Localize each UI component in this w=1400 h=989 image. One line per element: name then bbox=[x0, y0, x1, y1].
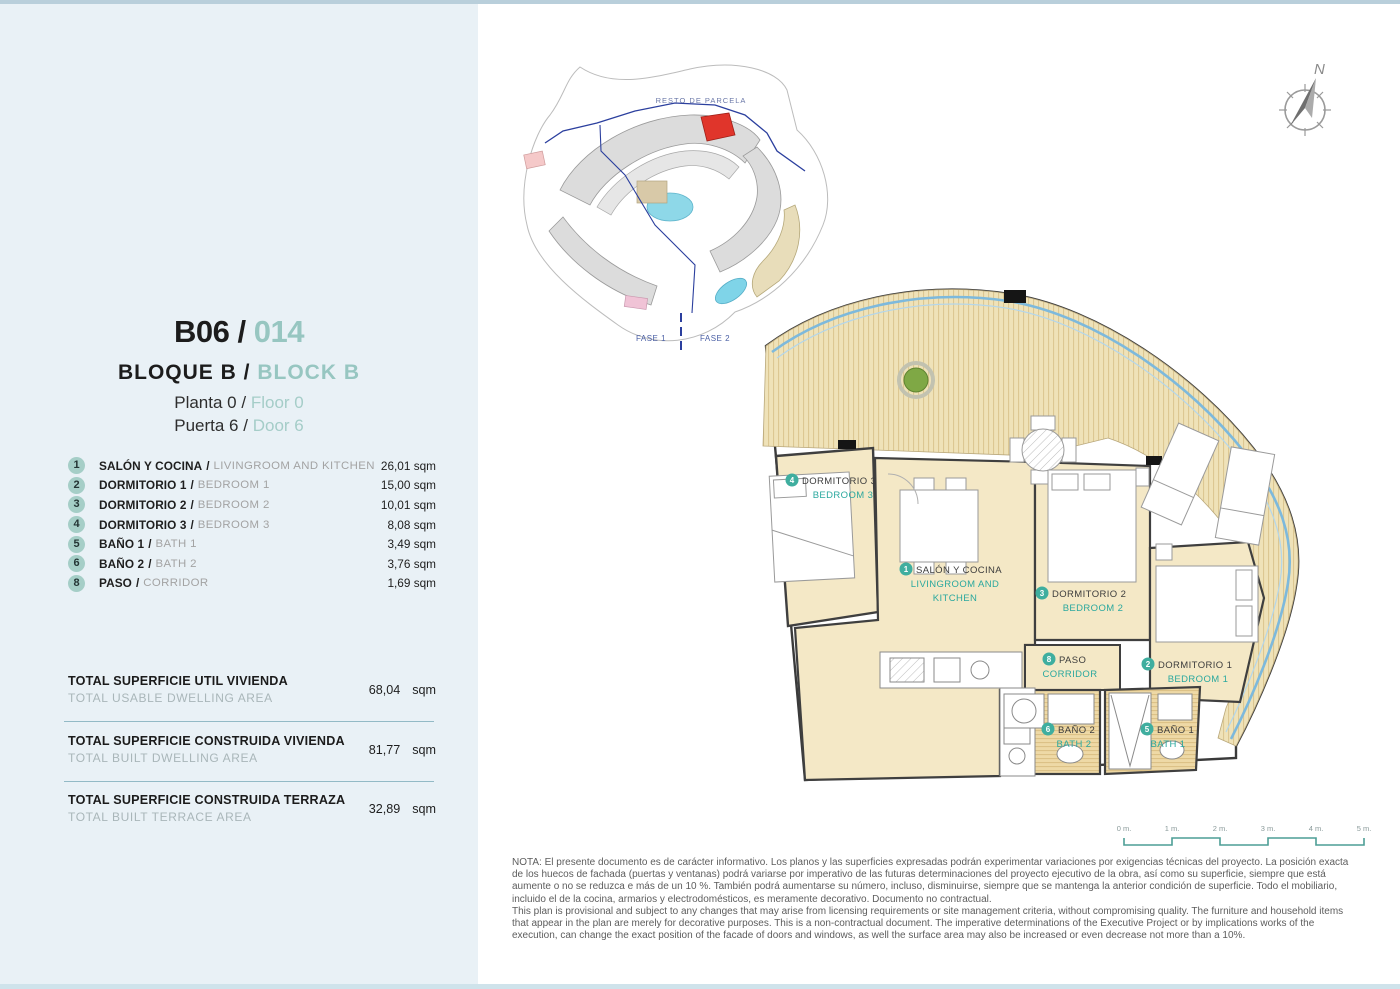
room-name-en: BEDROOM 3 bbox=[197, 518, 270, 531]
room-row-bedroom3 bbox=[68, 515, 436, 535]
svg-text:PASO: PASO bbox=[1059, 655, 1087, 666]
room-area-unit: sqm bbox=[413, 537, 436, 552]
total-label-en: TOTAL BUILT TERRACE AREA bbox=[68, 810, 252, 824]
room-area-value bbox=[387, 576, 436, 590]
compass-ticks bbox=[1279, 84, 1331, 136]
resto-de-parcela-label: RESTO DE PARCELA bbox=[655, 96, 747, 105]
total-number: 68,04 bbox=[368, 683, 401, 697]
fase2-label: FASE 2 bbox=[699, 334, 731, 343]
room-area-list bbox=[68, 456, 436, 593]
room-number-badge: 5 bbox=[68, 536, 85, 553]
room-number-badge: 8 bbox=[68, 575, 85, 592]
room-name-es: DORMITORIO 1 bbox=[99, 478, 187, 493]
svg-text:CORRIDOR: CORRIDOR bbox=[1042, 669, 1098, 680]
svg-text:8: 8 bbox=[1046, 655, 1052, 664]
floor-en: Floor 0 bbox=[250, 393, 304, 412]
floor-es: Planta 0 bbox=[174, 393, 237, 412]
bed-bedroom3 bbox=[769, 472, 854, 582]
scale-label-0m: 0 m. bbox=[1116, 824, 1132, 833]
room-area-number: 3,76 bbox=[387, 556, 411, 571]
room-area-value bbox=[381, 478, 436, 492]
room-number-badge: 6 bbox=[68, 555, 85, 572]
door-separator: / bbox=[243, 416, 248, 435]
unit-title bbox=[0, 314, 478, 350]
divider bbox=[64, 721, 434, 722]
scale-label-2m: 2 m. bbox=[1212, 824, 1228, 833]
room-area-number: 1,69 bbox=[387, 576, 411, 591]
room-separator: / bbox=[190, 497, 194, 512]
total-value bbox=[369, 802, 436, 816]
svg-text:3: 3 bbox=[1039, 589, 1045, 598]
svg-text:5: 5 bbox=[1144, 725, 1150, 734]
svg-text:SALÓN Y COCINA: SALÓN Y COCINA bbox=[916, 565, 1003, 576]
scale-label-4m: 4 m. bbox=[1308, 824, 1324, 833]
room-name-es: DORMITORIO 2 bbox=[99, 497, 187, 512]
room-area-value bbox=[387, 557, 436, 571]
total-unit: sqm bbox=[412, 802, 436, 816]
room-area-number: 8,08 bbox=[387, 517, 411, 532]
svg-text:BATH 1: BATH 1 bbox=[1150, 739, 1186, 750]
svg-text:DORMITORIO 2: DORMITORIO 2 bbox=[1052, 589, 1127, 600]
room-name-es: DORMITORIO 3 bbox=[99, 517, 187, 532]
divider bbox=[64, 781, 434, 782]
room-name-en: BATH 2 bbox=[155, 557, 197, 570]
room-number-badge: 3 bbox=[68, 496, 85, 513]
compass-rose bbox=[1274, 56, 1340, 144]
svg-text:BAÑO 2: BAÑO 2 bbox=[1058, 725, 1096, 736]
svg-text:LIVINGROOM AND: LIVINGROOM AND bbox=[910, 579, 1000, 590]
room-area-number: 15,00 bbox=[380, 478, 411, 493]
floor-line bbox=[0, 393, 478, 413]
total-unit: sqm bbox=[412, 743, 436, 757]
apartment-floor-plan bbox=[748, 278, 1313, 808]
court-patch bbox=[637, 181, 667, 203]
bed-bedroom2 bbox=[1048, 468, 1149, 582]
scale-label-3m: 3 m. bbox=[1260, 824, 1276, 833]
room-corridor bbox=[1025, 645, 1120, 690]
total-usable-area bbox=[68, 674, 436, 705]
unit-number: 014 bbox=[253, 314, 304, 349]
svg-text:1: 1 bbox=[903, 565, 909, 574]
room-row-corridor bbox=[68, 574, 436, 594]
window-threshold-top bbox=[1004, 290, 1026, 303]
unit-separator: / bbox=[237, 314, 246, 349]
total-number: 32,89 bbox=[368, 802, 401, 816]
plant-pot-foliage bbox=[904, 368, 928, 392]
fase1-label: FASE 1 bbox=[635, 334, 667, 343]
room-name-es: BAÑO 2 bbox=[99, 556, 145, 571]
total-built-dwelling-area bbox=[68, 734, 436, 765]
room-separator: / bbox=[148, 556, 152, 571]
svg-text:KITCHEN: KITCHEN bbox=[932, 593, 978, 604]
room-area-unit: sqm bbox=[413, 458, 436, 473]
info-sidebar bbox=[0, 4, 478, 984]
room-name-en: BATH 1 bbox=[155, 538, 197, 551]
total-label-es: TOTAL SUPERFICIE CONSTRUIDA TERRAZA bbox=[68, 793, 346, 807]
floor-separator: / bbox=[241, 393, 247, 412]
room-row-bedroom1 bbox=[68, 476, 436, 496]
scale-bar-steps bbox=[1124, 838, 1364, 845]
total-label-es: TOTAL SUPERFICIE CONSTRUIDA VIVIENDA bbox=[68, 734, 345, 748]
svg-text:BEDROOM 1: BEDROOM 1 bbox=[1167, 674, 1229, 685]
block-separator: / bbox=[243, 361, 251, 384]
door-threshold-bed1 bbox=[1146, 456, 1162, 465]
total-unit: sqm bbox=[412, 683, 436, 697]
room-row-bath2 bbox=[68, 554, 436, 574]
scale-bar bbox=[1116, 818, 1380, 862]
room-area-unit: sqm bbox=[413, 517, 436, 532]
room-name-en: BEDROOM 1 bbox=[197, 479, 270, 492]
scale-label-1m: 1 m. bbox=[1164, 824, 1180, 833]
svg-text:BEDROOM 2: BEDROOM 2 bbox=[1062, 603, 1124, 614]
room-separator: / bbox=[206, 458, 210, 473]
room-separator: / bbox=[135, 576, 140, 591]
bottom-rule bbox=[0, 984, 1400, 989]
room-row-bath1 bbox=[68, 534, 436, 554]
total-built-terrace-area bbox=[68, 793, 436, 824]
room-area-value bbox=[387, 537, 436, 551]
room-area-unit: sqm bbox=[413, 576, 436, 591]
scale-label-5m: 5 m. bbox=[1356, 824, 1372, 833]
room-row-bedroom2 bbox=[68, 495, 436, 515]
svg-text:2: 2 bbox=[1145, 660, 1151, 669]
svg-text:BEDROOM 3: BEDROOM 3 bbox=[812, 490, 874, 501]
room-area-unit: sqm bbox=[413, 556, 436, 571]
door-threshold-bed3 bbox=[838, 440, 856, 449]
room-name-es: BAÑO 1 bbox=[99, 537, 145, 552]
room-number-badge: 1 bbox=[68, 457, 85, 474]
room-separator: / bbox=[190, 478, 194, 493]
note-english: This plan is provisional and subject to any changes that may arise from licensing requirements or site management criteria, without compromising quality. The furniture and household items that appear in the plan are merely for decorative purposes. This is a non-contractual document. The imperative determinations of the Executive Project or by implications works of the execution, can change the exact position of the facade of doors and windows, as well the surface area may also be increased or even decrease not more than a 10%. bbox=[512, 905, 1344, 942]
room-number-badge: 4 bbox=[68, 516, 85, 533]
svg-text:BAÑO 1: BAÑO 1 bbox=[1157, 725, 1195, 736]
total-value bbox=[369, 683, 436, 697]
svg-text:DORMITORIO 3: DORMITORIO 3 bbox=[802, 476, 877, 487]
room-area-value bbox=[381, 459, 436, 473]
room-area-number: 26,01 bbox=[380, 458, 411, 473]
block-en: BLOCK B bbox=[257, 361, 361, 384]
dining-table bbox=[900, 478, 978, 574]
total-value bbox=[369, 743, 436, 757]
room-name-es: SALÓN Y COCINA bbox=[99, 458, 203, 473]
total-number: 81,77 bbox=[368, 743, 401, 757]
room-separator: / bbox=[190, 517, 194, 532]
room-area-unit: sqm bbox=[413, 497, 436, 512]
door-en: Door 6 bbox=[252, 416, 304, 435]
room-name-en: BEDROOM 2 bbox=[197, 498, 270, 511]
legal-notes bbox=[512, 857, 1352, 942]
room-row-salon bbox=[68, 456, 436, 476]
room-area-number: 10,01 bbox=[380, 497, 411, 512]
room-name-en: LIVINGROOM AND KITCHEN bbox=[213, 459, 375, 472]
note-spanish: NOTA: El presente documento es de carácter informativo. Los planos y las superficies expresadas podrán experimentar variaciones por exigencias técnicas del proyecto. La posición exacta de los huecos de fachada (puertas y ventanas) podrá variarse por imperativo de las futuras determinaciones del proyecto ejecutivo de la obra, así como su superficie, siempre que está aumente o no se reduzca e más de un 10 %. También podrá aumentarse su número, incluso, disminuirse, siempre que se mantenga la anterior condición de superficie. Todo el mobiliario, incluido el de la cocina, armarios y electrodomésticos, es meramente decorativo. Documento no contractual. bbox=[512, 857, 1349, 905]
room-area-value bbox=[387, 518, 436, 532]
room-name-es: PASO bbox=[99, 576, 132, 591]
door-es: Puerta 6 bbox=[174, 416, 239, 435]
room-number-badge: 2 bbox=[68, 477, 85, 494]
svg-text:4: 4 bbox=[789, 476, 795, 485]
total-label-en: TOTAL BUILT DWELLING AREA bbox=[68, 751, 258, 765]
block-es: BLOQUE B bbox=[117, 361, 237, 384]
north-label: N bbox=[1314, 61, 1325, 78]
svg-text:DORMITORIO 1: DORMITORIO 1 bbox=[1158, 660, 1233, 671]
unit-code: B06 bbox=[174, 314, 230, 349]
room-area-unit: sqm bbox=[413, 478, 436, 493]
door-line bbox=[0, 416, 478, 436]
room-name-en: CORRIDOR bbox=[143, 577, 209, 590]
svg-text:BATH 2: BATH 2 bbox=[1056, 739, 1092, 750]
block-line bbox=[0, 361, 478, 385]
total-label-es: TOTAL SUPERFICIE UTIL VIVIENDA bbox=[68, 674, 288, 688]
room-area-number: 3,49 bbox=[387, 537, 411, 552]
room-separator: / bbox=[148, 537, 152, 552]
room-area-value bbox=[381, 498, 436, 512]
svg-text:6: 6 bbox=[1045, 725, 1051, 734]
total-label-en: TOTAL USABLE DWELLING AREA bbox=[68, 691, 273, 705]
